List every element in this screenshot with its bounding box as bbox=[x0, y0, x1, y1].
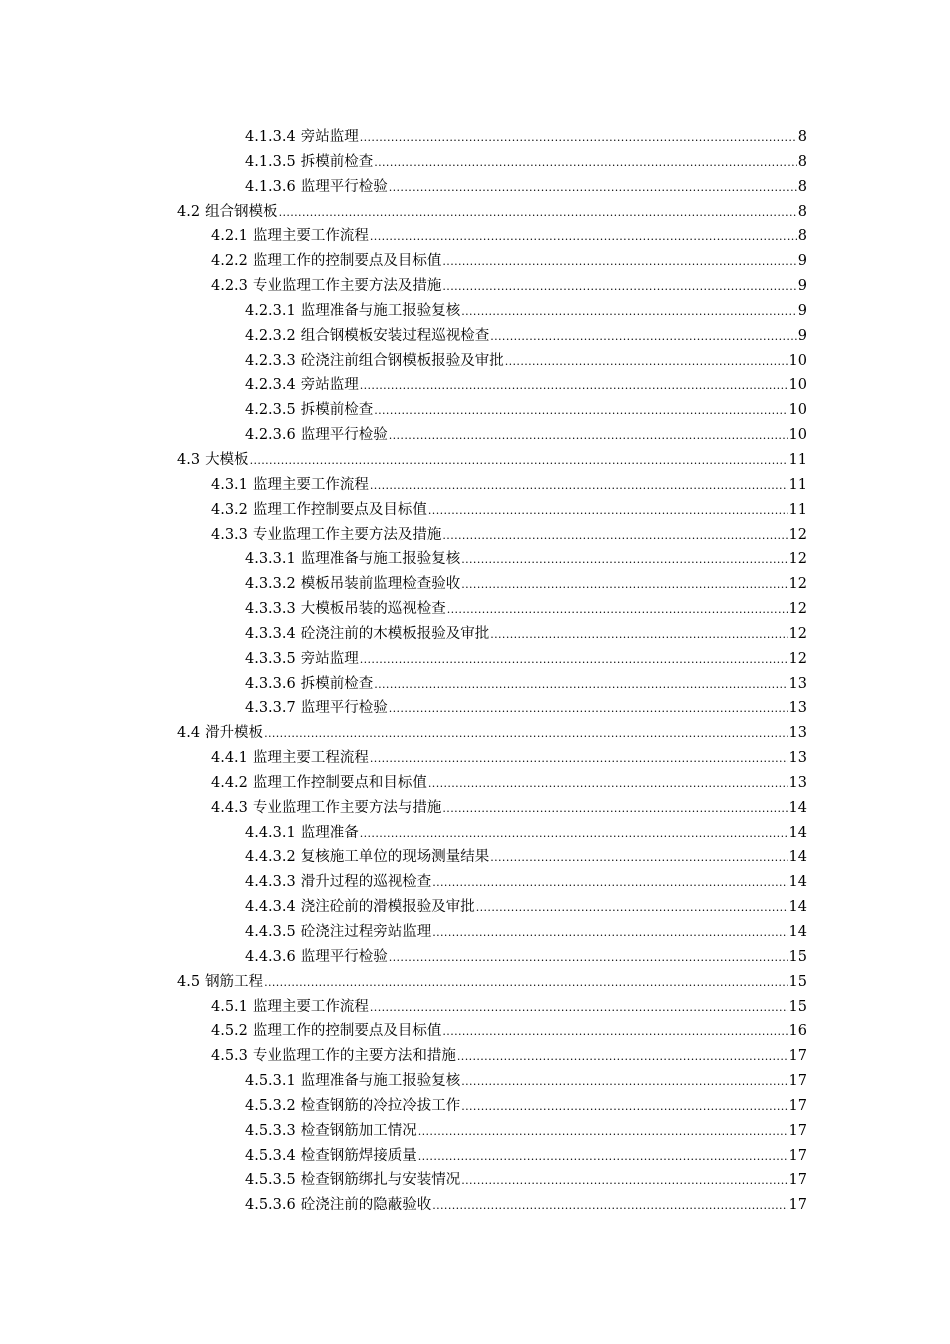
toc-entry-title: 监理准备与施工报验复核 bbox=[300, 302, 461, 319]
toc-entry-number: 4.2 bbox=[177, 203, 201, 220]
toc-entry-page-number: 14 bbox=[788, 799, 807, 816]
toc-entry-title: 组合钢模板 bbox=[205, 203, 278, 220]
toc-entry-title: 钢筋工程 bbox=[205, 973, 264, 990]
toc-entry[interactable] bbox=[245, 895, 807, 920]
toc-dot-leader bbox=[461, 554, 787, 565]
toc-entry-title: 检查钢筋加工情况 bbox=[300, 1122, 417, 1139]
toc-entry-page-number: 14 bbox=[788, 849, 807, 866]
toc-dot-leader bbox=[250, 455, 788, 466]
toc-dot-leader bbox=[442, 803, 787, 814]
toc-dot-leader bbox=[279, 207, 797, 218]
toc-entry-page-number: 9 bbox=[797, 253, 807, 270]
toc-entry[interactable] bbox=[211, 523, 807, 548]
toc-dot-leader bbox=[374, 157, 797, 168]
toc-entry-page-number: 12 bbox=[788, 576, 807, 593]
toc-dot-leader bbox=[360, 828, 788, 839]
toc-entry-number: 4.4.3 bbox=[211, 799, 248, 816]
toc-entry-title: 浇注砼前的滑模报验及审批 bbox=[300, 899, 475, 916]
toc-entry[interactable] bbox=[245, 597, 807, 622]
toc-entry-number: 4.1.3.6 bbox=[245, 178, 296, 195]
toc-entry-page-number: 15 bbox=[788, 948, 807, 965]
toc-dot-leader bbox=[505, 356, 788, 367]
toc-entry[interactable] bbox=[245, 1069, 807, 1094]
toc-entry[interactable] bbox=[245, 349, 807, 374]
toc-entry-page-number: 13 bbox=[788, 675, 807, 692]
toc-entry[interactable] bbox=[245, 647, 807, 672]
toc-entry-title: 砼浇注过程旁站监理 bbox=[300, 924, 432, 940]
toc-entry[interactable] bbox=[211, 224, 807, 249]
toc-entry[interactable] bbox=[245, 696, 807, 721]
toc-entry-title: 监理工作控制要点和目标值 bbox=[252, 774, 427, 791]
toc-dot-leader bbox=[374, 679, 787, 690]
toc-entry[interactable] bbox=[245, 125, 807, 150]
toc-dot-leader bbox=[370, 1002, 788, 1013]
toc-entry[interactable] bbox=[245, 870, 807, 895]
toc-entry[interactable] bbox=[245, 672, 807, 697]
toc-entry[interactable] bbox=[245, 299, 807, 324]
toc-entry[interactable] bbox=[211, 473, 807, 498]
toc-entry-number: 4.3.3 bbox=[211, 526, 248, 543]
toc-entry[interactable] bbox=[245, 398, 807, 423]
toc-entry-page-number: 8 bbox=[797, 153, 807, 170]
toc-dot-leader bbox=[442, 281, 796, 292]
toc-entry-number: 4.3.2 bbox=[211, 501, 248, 518]
toc-dot-leader bbox=[447, 604, 788, 615]
toc-entry-title: 滑升模板 bbox=[205, 725, 264, 742]
toc-entry[interactable] bbox=[245, 150, 807, 175]
toc-entry-title: 砼浇注前的隐蔽验收 bbox=[300, 1197, 432, 1214]
toc-entry-page-number: 10 bbox=[788, 352, 807, 369]
toc-entry-page-number: 13 bbox=[788, 774, 807, 791]
toc-entry-page-number: 14 bbox=[788, 899, 807, 916]
toc-entry-title: 专业监理工作主要方法与措施 bbox=[252, 799, 442, 816]
toc-dot-leader bbox=[418, 1151, 788, 1162]
toc-entry[interactable] bbox=[177, 200, 807, 225]
toc-entry-page-number: 8 bbox=[797, 228, 807, 245]
toc-dot-leader bbox=[360, 380, 788, 391]
toc-entry-number: 4.3.3.7 bbox=[245, 700, 296, 717]
table-of-contents bbox=[0, 125, 950, 1218]
toc-entry-title: 旁站监理 bbox=[300, 377, 359, 394]
toc-entry-title: 监理准备与施工报验复核 bbox=[300, 1073, 461, 1090]
toc-entry[interactable] bbox=[211, 1019, 807, 1044]
toc-dot-leader bbox=[389, 182, 797, 193]
toc-entry-title: 监理平行检验 bbox=[300, 427, 388, 444]
toc-entry-title: 监理平行检验 bbox=[300, 700, 388, 717]
toc-entry-page-number: 16 bbox=[788, 1023, 807, 1040]
toc-entry-page-number: 11 bbox=[788, 501, 807, 518]
toc-dot-leader bbox=[428, 505, 788, 516]
toc-entry[interactable] bbox=[245, 920, 807, 945]
toc-dot-leader bbox=[374, 405, 787, 416]
toc-entry-title: 监理准备 bbox=[300, 824, 359, 841]
toc-entry-page-number: 17 bbox=[788, 1172, 807, 1189]
toc-entry[interactable] bbox=[211, 746, 807, 771]
toc-entry-number: 4.2.2 bbox=[211, 253, 248, 270]
toc-entry-title: 模板吊装前监理检查验收 bbox=[300, 576, 461, 593]
toc-entry-number: 4.3 bbox=[177, 451, 201, 468]
toc-entry-page-number: 9 bbox=[797, 278, 807, 295]
toc-entry-page-number: 13 bbox=[788, 750, 807, 767]
toc-entry-page-number: 17 bbox=[788, 1097, 807, 1114]
toc-entry-number: 4.4.3.3 bbox=[245, 874, 296, 891]
toc-entry-number: 4.5.3.3 bbox=[245, 1122, 296, 1139]
toc-dot-leader bbox=[461, 1175, 787, 1186]
toc-entry[interactable] bbox=[245, 547, 807, 572]
toc-dot-leader bbox=[432, 927, 787, 938]
toc-entry[interactable] bbox=[245, 945, 807, 970]
toc-entry-title: 砼浇注前组合钢模板报验及审批 bbox=[300, 352, 504, 369]
toc-entry-number: 4.5.3.5 bbox=[245, 1172, 296, 1189]
toc-entry-page-number: 12 bbox=[788, 625, 807, 642]
toc-dot-leader bbox=[370, 231, 797, 242]
toc-entry-number: 4.2.3.6 bbox=[245, 427, 296, 444]
toc-entry-page-number: 8 bbox=[797, 178, 807, 195]
toc-entry-page-number: 8 bbox=[797, 129, 807, 145]
toc-entry-page-number: 14 bbox=[788, 924, 807, 940]
toc-entry-title: 拆模前检查 bbox=[300, 402, 374, 419]
toc-entry-page-number: 10 bbox=[788, 427, 807, 444]
toc-entry-page-number: 17 bbox=[788, 1048, 807, 1065]
toc-entry-number: 4.3.1 bbox=[211, 476, 248, 493]
toc-dot-leader bbox=[428, 778, 788, 789]
toc-dot-leader bbox=[432, 877, 787, 888]
toc-entry[interactable] bbox=[245, 622, 807, 647]
toc-entry-page-number: 12 bbox=[788, 526, 807, 543]
toc-entry-number: 4.1.3.4 bbox=[245, 129, 296, 145]
toc-entry[interactable] bbox=[245, 821, 807, 846]
toc-entry-number: 4.2.1 bbox=[211, 228, 248, 245]
toc-entry-number: 4.5.3.6 bbox=[245, 1197, 296, 1214]
toc-entry-page-number: 9 bbox=[797, 302, 807, 319]
toc-dot-leader bbox=[389, 703, 788, 714]
toc-entry-page-number: 17 bbox=[788, 1122, 807, 1139]
toc-dot-leader bbox=[360, 654, 788, 665]
toc-entry-title: 专业监理工作主要方法及措施 bbox=[252, 526, 442, 543]
toc-entry[interactable] bbox=[211, 498, 807, 523]
toc-entry-title: 复核施工单位的现场测量结果 bbox=[300, 849, 490, 866]
toc-dot-leader bbox=[389, 430, 788, 441]
toc-entry-number: 4.2.3 bbox=[211, 278, 248, 295]
toc-entry-title: 检查钢筋绑扎与安装情况 bbox=[300, 1172, 461, 1189]
toc-entry-title: 监理主要工作流程 bbox=[252, 998, 369, 1015]
toc-entry[interactable] bbox=[245, 572, 807, 597]
toc-entry[interactable] bbox=[245, 175, 807, 200]
toc-dot-leader bbox=[457, 1051, 788, 1062]
toc-entry-number: 4.4.3.5 bbox=[245, 924, 296, 940]
toc-entry[interactable] bbox=[177, 721, 807, 746]
toc-entry-number: 4.2.3.2 bbox=[245, 327, 296, 344]
toc-dot-leader bbox=[461, 1101, 787, 1112]
toc-dot-leader bbox=[461, 306, 797, 317]
toc-entry[interactable] bbox=[211, 771, 807, 796]
toc-dot-leader bbox=[432, 1200, 787, 1211]
toc-entry-number: 4.5.3.2 bbox=[245, 1097, 296, 1114]
toc-entry-page-number: 15 bbox=[788, 998, 807, 1015]
toc-dot-leader bbox=[461, 1076, 787, 1087]
toc-dot-leader bbox=[360, 132, 797, 143]
toc-entry[interactable] bbox=[245, 324, 807, 349]
toc-entry-title: 监理准备与施工报验复核 bbox=[300, 551, 461, 568]
toc-entry-title: 监理工作的控制要点及目标值 bbox=[252, 253, 442, 270]
toc-entry-number: 4.3.3.5 bbox=[245, 650, 296, 667]
toc-dot-leader bbox=[461, 579, 787, 590]
toc-dot-leader bbox=[490, 852, 787, 863]
toc-entry[interactable] bbox=[245, 423, 807, 448]
toc-entry-page-number: 8 bbox=[797, 203, 807, 220]
toc-entry-number: 4.5.3 bbox=[211, 1048, 248, 1065]
toc-entry-title: 大模板吊装的巡视检查 bbox=[300, 601, 446, 618]
toc-entry-number: 4.3.3.3 bbox=[245, 601, 296, 618]
toc-entry[interactable] bbox=[245, 373, 807, 398]
toc-dot-leader bbox=[476, 902, 788, 913]
toc-entry[interactable] bbox=[211, 796, 807, 821]
toc-entry-title: 专业监理工作的主要方法和措施 bbox=[252, 1048, 456, 1065]
toc-entry-number: 4.2.3.1 bbox=[245, 302, 296, 319]
toc-entry-title: 检查钢筋焊接质量 bbox=[300, 1147, 417, 1164]
toc-entry-title: 滑升过程的巡视检查 bbox=[300, 874, 432, 891]
toc-entry-page-number: 12 bbox=[788, 601, 807, 618]
toc-entry-page-number: 17 bbox=[788, 1073, 807, 1090]
toc-entry[interactable] bbox=[245, 1094, 807, 1119]
toc-entry[interactable] bbox=[245, 1119, 807, 1144]
toc-entry-number: 4.3.3.2 bbox=[245, 576, 296, 593]
toc-entry-number: 4.4.3.6 bbox=[245, 948, 296, 965]
toc-entry-number: 4.3.3.6 bbox=[245, 675, 296, 692]
toc-entry[interactable] bbox=[211, 274, 807, 299]
toc-entry[interactable] bbox=[245, 845, 807, 870]
toc-entry-title: 检查钢筋的冷拉冷拔工作 bbox=[300, 1097, 461, 1114]
toc-entry-page-number: 14 bbox=[788, 824, 807, 841]
toc-entry-title: 专业监理工作主要方法及措施 bbox=[252, 278, 442, 295]
toc-entry-title: 监理工作控制要点及目标值 bbox=[252, 501, 427, 518]
toc-entry-title: 拆模前检查 bbox=[300, 675, 374, 692]
toc-entry-page-number: 12 bbox=[788, 551, 807, 568]
toc-entry-number: 4.5 bbox=[177, 973, 201, 990]
toc-entry-title: 砼浇注前的木模板报验及审批 bbox=[300, 625, 490, 642]
toc-entry-title: 组合钢模板安装过程巡视检查 bbox=[300, 327, 490, 344]
toc-entry[interactable] bbox=[245, 1168, 807, 1193]
toc-entry-number: 4.5.3.4 bbox=[245, 1147, 296, 1164]
toc-entry-title: 大模板 bbox=[205, 451, 249, 468]
toc-entry[interactable] bbox=[211, 1044, 807, 1069]
toc-entry-number: 4.4.3.4 bbox=[245, 899, 296, 916]
toc-entry-number: 4.1.3.5 bbox=[245, 153, 296, 170]
toc-dot-leader bbox=[264, 977, 787, 988]
toc-entry-page-number: 10 bbox=[788, 377, 807, 394]
toc-entry-title: 监理主要工作流程 bbox=[252, 228, 369, 245]
toc-entry[interactable] bbox=[177, 970, 807, 995]
toc-entry-page-number: 11 bbox=[788, 476, 807, 493]
toc-entry-number: 4.4.2 bbox=[211, 774, 248, 791]
toc-entry[interactable] bbox=[245, 1144, 807, 1169]
toc-entry-page-number: 9 bbox=[797, 327, 807, 344]
toc-entry-number: 4.4.3.1 bbox=[245, 824, 296, 841]
toc-dot-leader bbox=[370, 480, 788, 491]
toc-dot-leader bbox=[442, 256, 796, 267]
toc-entry[interactable] bbox=[177, 448, 807, 473]
toc-entry-number: 4.2.3.3 bbox=[245, 352, 296, 369]
toc-entry-page-number: 11 bbox=[788, 451, 807, 468]
toc-entry-title: 监理工作的控制要点及目标值 bbox=[252, 1023, 442, 1040]
toc-entry-number: 4.4.1 bbox=[211, 750, 248, 767]
toc-entry[interactable] bbox=[245, 1193, 807, 1218]
toc-entry-number: 4.3.3.4 bbox=[245, 625, 296, 642]
toc-entry-number: 4.5.2 bbox=[211, 1023, 248, 1040]
toc-entry-page-number: 10 bbox=[788, 402, 807, 419]
toc-entry-number: 4.3.3.1 bbox=[245, 551, 296, 568]
toc-entry-page-number: 12 bbox=[788, 650, 807, 667]
toc-dot-leader bbox=[442, 530, 787, 541]
toc-entry-title: 旁站监理 bbox=[300, 650, 359, 667]
toc-entry-number: 4.5.1 bbox=[211, 998, 248, 1015]
toc-entry-page-number: 17 bbox=[788, 1197, 807, 1214]
toc-entry-page-number: 17 bbox=[788, 1147, 807, 1164]
toc-dot-leader bbox=[389, 952, 788, 963]
toc-entry-title: 拆模前检查 bbox=[300, 153, 374, 170]
toc-dot-leader bbox=[442, 1026, 787, 1037]
toc-entry-page-number: 14 bbox=[788, 874, 807, 891]
toc-entry-number: 4.4.3.2 bbox=[245, 849, 296, 866]
toc-dot-leader bbox=[490, 331, 797, 342]
toc-entry[interactable] bbox=[211, 249, 807, 274]
toc-entry-number: 4.2.3.4 bbox=[245, 377, 296, 394]
toc-entry[interactable] bbox=[211, 995, 807, 1020]
toc-entry-title: 监理主要工作流程 bbox=[252, 476, 369, 493]
toc-entry-title: 监理平行检验 bbox=[300, 948, 388, 965]
toc-entry-page-number: 15 bbox=[788, 973, 807, 990]
toc-entry-number: 4.2.3.5 bbox=[245, 402, 296, 419]
toc-entry-number: 4.5.3.1 bbox=[245, 1073, 296, 1090]
toc-dot-leader bbox=[490, 629, 787, 640]
toc-entry-title: 监理平行检验 bbox=[300, 178, 388, 195]
toc-dot-leader bbox=[370, 753, 788, 764]
toc-dot-leader bbox=[418, 1126, 788, 1137]
toc-entry-page-number: 13 bbox=[788, 700, 807, 717]
toc-entry-title: 旁站监理 bbox=[300, 129, 359, 145]
toc-entry-page-number: 13 bbox=[788, 725, 807, 742]
toc-dot-leader bbox=[264, 728, 787, 739]
toc-entry-title: 监理主要工程流程 bbox=[252, 750, 369, 767]
toc-entry-number: 4.4 bbox=[177, 725, 201, 742]
